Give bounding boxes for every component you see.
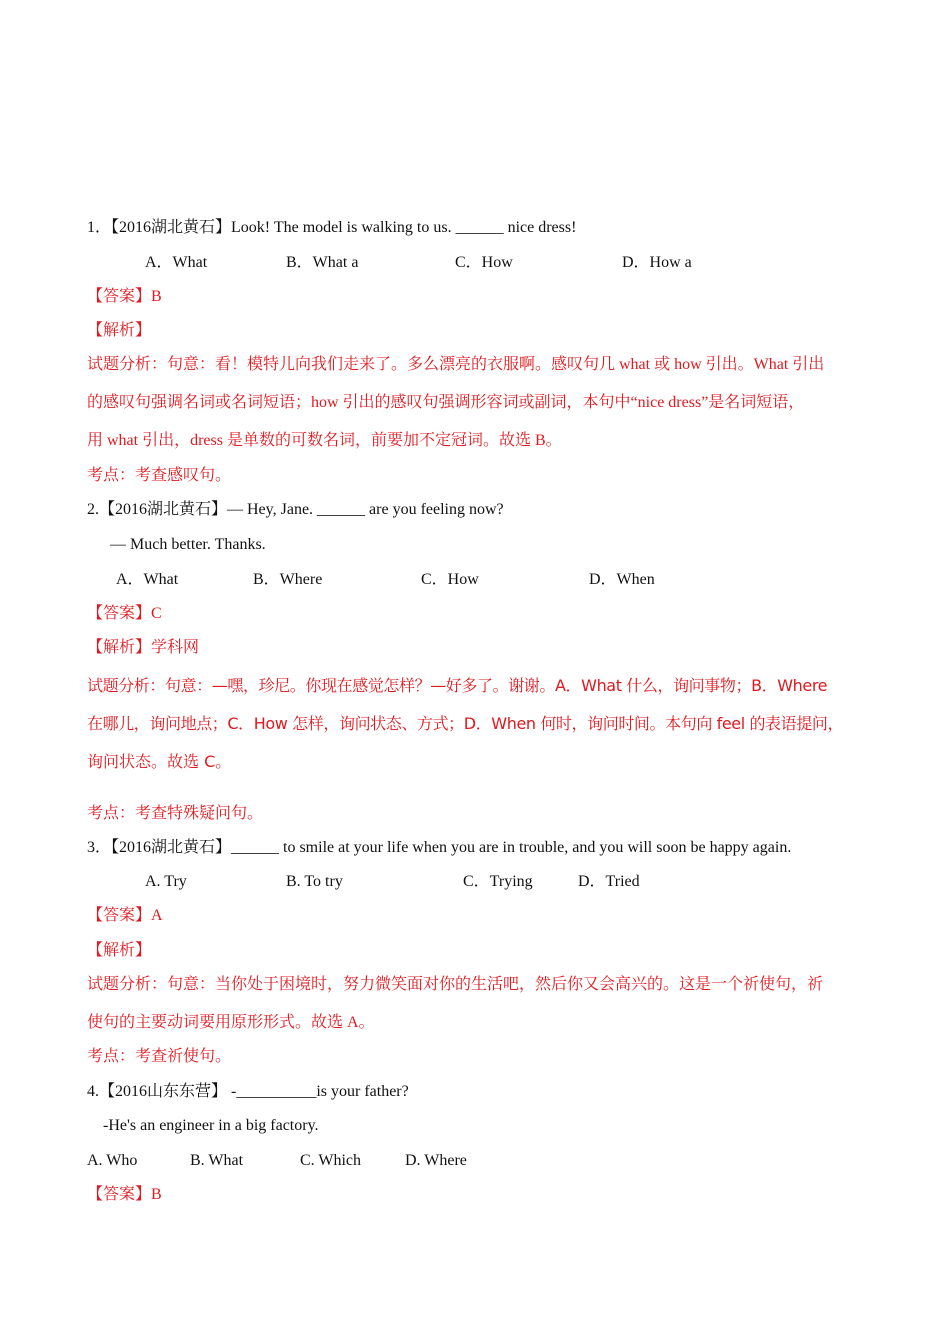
question-2-analysis-line-1: 试题分析：句意：—嘿，珍尼。你现在感觉怎样？—好多了。谢谢。A．What 什么，询问事物；B．Where <box>87 676 828 695</box>
question-4-reply: -He's an engineer in a big factory. <box>103 1117 319 1134</box>
question-4-option-c: C. Which <box>300 1152 362 1169</box>
question-1-point: 考点：考查感叹句。 <box>87 467 232 484</box>
question-1-stem: 1．【2016湖北黄石】Look! The model is walking to us. ______ nice dress! <box>87 219 577 236</box>
question-2-option-b: B．Where <box>253 571 323 588</box>
question-2-point: 考点：考查特殊疑问句。 <box>87 805 264 822</box>
question-4-answer: 【答案】B <box>87 1186 162 1203</box>
question-3-stem: 3．【2016湖北黄石】______ to smile at your life when you are in trouble, and you will soon be happy again. <box>87 839 792 856</box>
question-2-analysis-line-3: 询问状态。故选 C。 <box>87 752 232 771</box>
question-3-option-b: B. To try <box>286 873 343 890</box>
question-4-option-d: D. Where <box>405 1152 467 1169</box>
question-1-option-a: A．What <box>145 254 208 271</box>
question-4-option-a: A. Who <box>87 1152 138 1169</box>
question-3-analysis-line-2: 使句的主要动词要用原形形式。故选 A。 <box>87 1014 375 1031</box>
question-3-option-d: D．Tried <box>578 873 640 890</box>
question-1-option-d: D．How a <box>622 254 692 271</box>
question-2-analysis-label: 【解析】学科网 <box>87 639 200 656</box>
question-3-option-c: C．Trying <box>463 873 533 890</box>
question-1-analysis-line-2: 的感叹句强调名词或名词短语；how 引出的感叹句强调形容词或副词，本句中“nice dress”是名词短语， <box>87 394 805 411</box>
question-3-point: 考点：考查祈使句。 <box>87 1048 232 1065</box>
question-1-option-b: B．What a <box>286 254 359 271</box>
question-2-stem: 2.【2016湖北黄石】— Hey, Jane. ______ are you feeling now? <box>87 501 504 518</box>
question-2-reply: — Much better. Thanks. <box>110 536 266 553</box>
question-1-option-c: C．How <box>455 254 513 271</box>
question-1-answer: 【答案】B <box>87 288 162 305</box>
question-3-answer: 【答案】A <box>87 907 163 924</box>
question-4-option-b: B. What <box>190 1152 244 1169</box>
question-2-answer: 【答案】C <box>87 605 162 622</box>
question-2-option-d: D．When <box>589 571 655 588</box>
question-2-analysis-line-2: 在哪儿，询问地点；C．How 怎样，询问状态、方式；D．When 何时，询问时间。本句向 feel 的表语提问， <box>87 714 844 733</box>
question-1-analysis-line-3: 用 what 引出，dress 是单数的可数名词，前要加不定冠词。故选 B。 <box>87 432 562 449</box>
question-1-analysis-label: 【解析】 <box>87 322 152 339</box>
question-3-analysis-line-1: 试题分析：句意：当你处于困境时，努力微笑面对你的生活吧，然后你又会高兴的。这是一个祈使句，祈 <box>87 976 824 993</box>
question-2-option-c: C．How <box>421 571 479 588</box>
question-3-option-a: A. Try <box>145 873 187 890</box>
question-1-analysis-line-1: 试题分析：句意：看！模特儿向我们走来了。多么漂亮的衣服啊。感叹句几 what 或 how 引出。What 引出 <box>87 356 825 373</box>
question-3-analysis-label: 【解析】 <box>87 942 152 959</box>
question-4-stem: 4.【2016山东东营】 -__________is your father? <box>87 1083 409 1100</box>
question-2-option-a: A．What <box>116 571 179 588</box>
